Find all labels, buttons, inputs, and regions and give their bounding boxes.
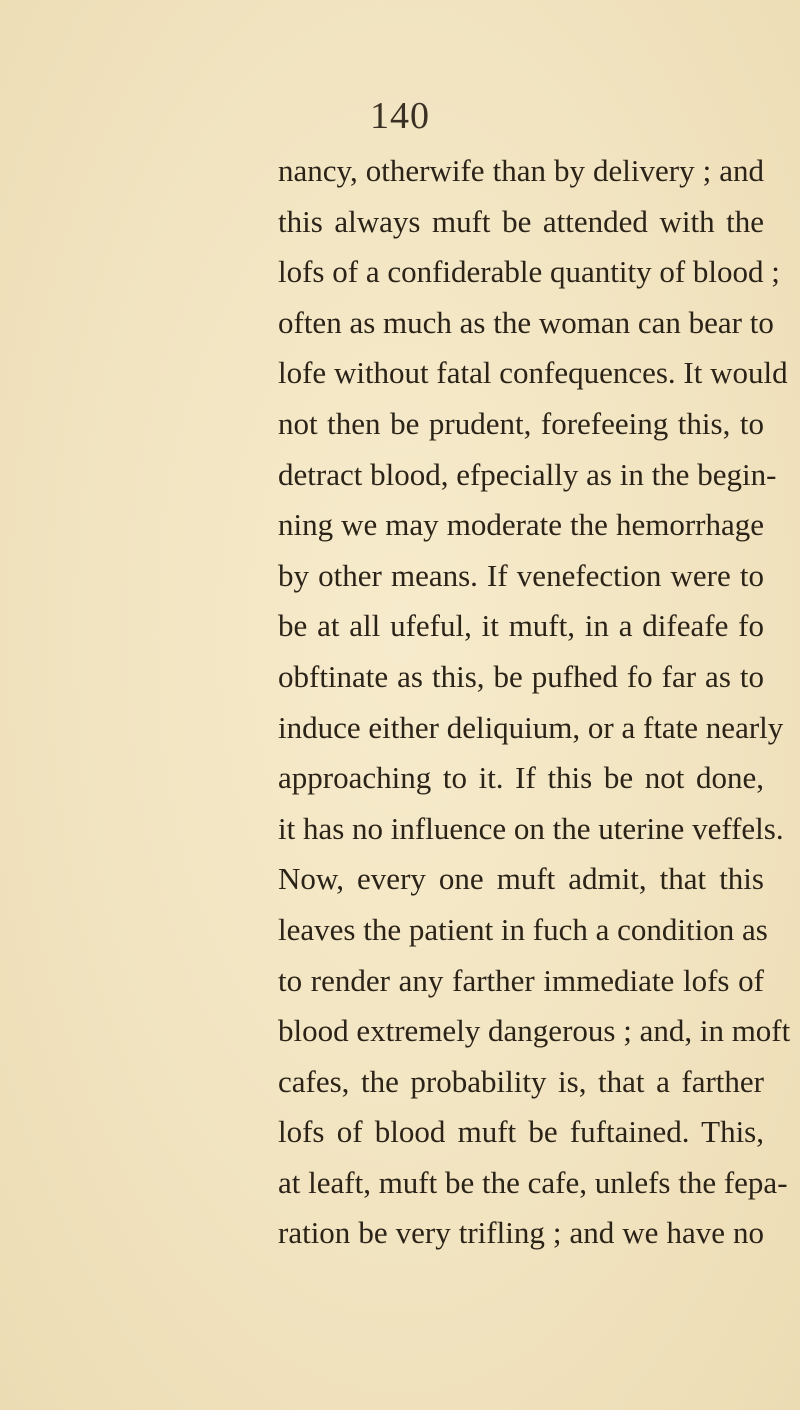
page-number: 140: [370, 95, 430, 137]
text-line: it has no influence on the uterine veffels.: [278, 810, 784, 846]
text-line: nancy, otherwife than by delivery ; and: [278, 153, 764, 188]
text-line: leaves the patient in fuch a condition as: [278, 911, 768, 947]
text-line: cafes, the probability is, that a farther: [278, 1063, 764, 1099]
text-line: at leaft, muft be the cafe, unlefs the fepa-: [278, 1164, 788, 1200]
text-line: obftinate as this, be pufhed fo far as to: [278, 658, 764, 694]
body-text: [278, 146, 791, 1259]
text-line: by other means. If venefection were to: [278, 557, 764, 593]
text-line: ration be very trifling ; and we have no: [278, 1215, 764, 1251]
text-line: detract blood, efpecially as in the begin-: [278, 456, 777, 492]
text-line: blood extremely dangerous ; and, in moft: [278, 1013, 791, 1049]
text-line: lofs of blood muft be fuftained. This,: [278, 1114, 764, 1150]
text-line: Now, every one muft admit, that this: [278, 861, 764, 897]
text-line: approaching to it. If this be not done,: [278, 760, 764, 796]
text-line: lofe without fatal confequences. It would: [278, 355, 788, 391]
text-line: this always muft be attended with the: [278, 203, 764, 239]
text-line: be at all ufeful, it muft, in a difeafe fo: [278, 608, 764, 644]
text-line: induce either deliquium, or a ftate nearly: [278, 709, 784, 745]
text-line: often as much as the woman can bear to: [278, 304, 774, 340]
text-line: not then be prudent, forefeeing this, to: [278, 405, 764, 441]
text-line: ning we may moderate the hemorrhage: [278, 507, 764, 543]
text-line: to render any farther immediate lofs of: [278, 962, 764, 998]
text-line: lofs of a confiderable quantity of blood ;: [278, 254, 780, 290]
